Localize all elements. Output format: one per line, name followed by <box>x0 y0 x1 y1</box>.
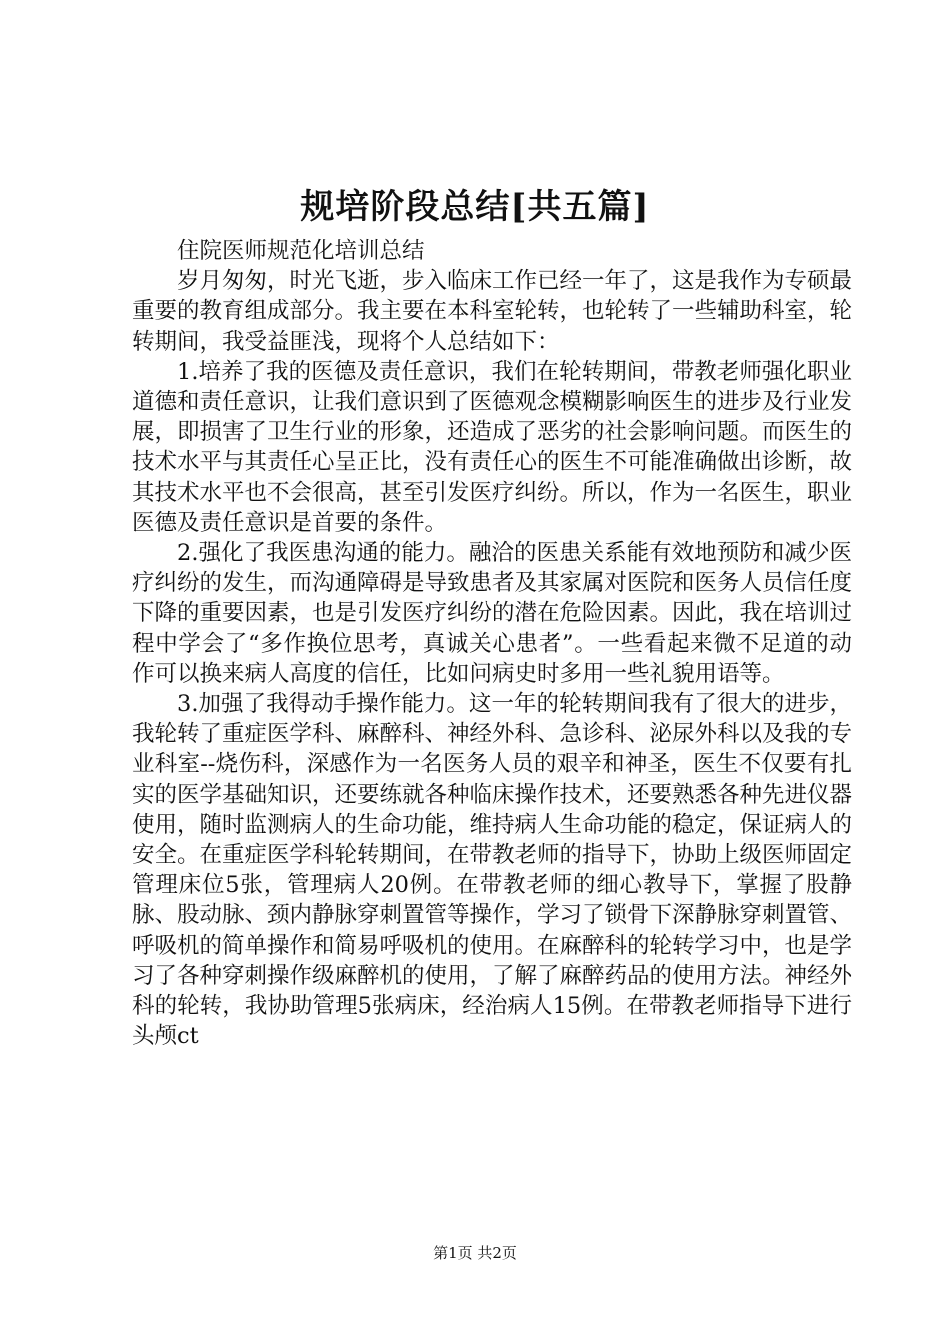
paragraph-point-3: 3.加强了我得动手操作能力。这一年的轮转期间我有了很大的进步，我轮转了重症医学科、麻醉科、神经外科、急诊科、泌尿外科以及我的专业科室--烧伤科，深感作为一名医务人员的艰辛和神圣，医生不仅要有扎实的医学基础知识，还要练就各种临床操作技术，还要熟悉各种先进仪器使用，随时监测病人的生命功能，维持病人生命功能的稳定，保证病人的安全。在重症医学科轮转期间，在带教老师的指导下，协助上级医师固定管理床位5张，管理病人20例。在带教老师的细心教导下，掌握了股静脉、股动脉、颈内静脉穿刺置管等操作，学习了锁骨下深静脉穿刺置管、呼吸机的简单操作和简易呼吸机的使用。在麻醉科的轮转学习中，也是学习了各种穿刺操作级麻醉机的使用，了解了麻醉药品的使用方法。神经外科的轮转，我协助管理5张病床，经治病人15例。在带教老师指导下进行头颅ct <box>132 691 853 1050</box>
page-footer: 第1页 共2页 <box>433 1244 517 1262</box>
document-title: 规培阶段总结[共五篇] <box>300 187 650 227</box>
document-subtitle: 住院医师规范化培训总结 <box>177 238 425 264</box>
document-body <box>132 236 852 1051</box>
paragraph-point-2: 2.强化了我医患沟通的能力。融洽的医患关系能有效地预防和减少医疗纠纷的发生，而沟通障碍是导致患者及其家属对医院和医务人员信任度下降的重要因素，也是引发医疗纠纷的潜在危险因素。因此，我在培训过程中学会了“多作换位思考，真诚关心患者”。一些看起来微不足道的动作可以换来病人高度的信任，比如问病史时多用一些礼貌用语等。 <box>132 540 853 687</box>
paragraph-intro: 岁月匆匆，时光飞逝，步入临床工作已经一年了，这是我作为专硕最重要的教育组成部分。我主要在本科室轮转，也轮转了一些辅助科室，轮转期间，我受益匪浅，现将个人总结如下： <box>132 268 853 355</box>
paragraph-point-1: 1.培养了我的医德及责任意识，我们在轮转期间，带教老师强化职业道德和责任意识，让我们意识到了医德观念模糊影响医生的进步及行业发展，即损害了卫生行业的形象，还造成了恶劣的社会影响问题。而医生的技术水平与其责任心呈正比，没有责任心的医生不可能准确做出诊断，故其技术水平也不会很高，甚至引发医疗纠纷。所以，作为一名医生，职业医德及责任意识是首要的条件。 <box>132 358 853 536</box>
